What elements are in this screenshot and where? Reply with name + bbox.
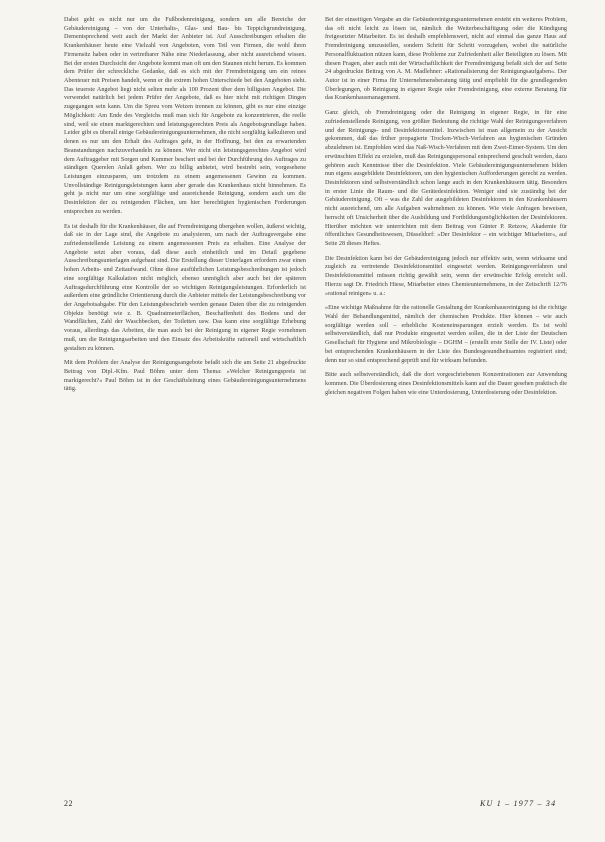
journal-reference: KU 1 – 1977 – 34	[480, 799, 557, 808]
paragraph: Bitte auch selbstverständlich, daß die dort vorgeschriebenen Konzentrationen zur Anwendung kommen. Die Überdosierung eines Desinfektionsmittels kann auf die Dauer gesehen praktisch die gleichen negativen Folgen haben wie eine Unterdosierung, Unterdosierung oder Desinfektion.	[325, 372, 567, 396]
page-number: 22	[64, 799, 73, 808]
left-column	[64, 16, 306, 394]
paragraph: Dabei geht es nicht nur um die Fußbodenreinigung, sondern um alle Bereiche der Gebäudereinigung – von der Unterhalts-, Glas- und Bau- bis Teppichgrundreinigung. Dementsprechend weit auch der Markt der Anbieter ist. Auf Ausschreibungen erhalten die Krankenhäuser heute eine Vielzahl von Angeboten, vom Teil von Firmen, die wohl ihren Firmensitz haben oder in vertretbarer Nähe eine Niederlassung, aber nicht ausreichend wissen. Bei der ersten Durchsicht der Angebote kommt man oft um den Staunen nicht herum. Es kommen dem Prüfer der schreckliche Gedanke, daß es sich mit der Fremdreinigung um ein reines Abenteuer mit Preisen handelt, wenn er die extrem hohen Unterschiede bei den Angeboten sieht. Das teuerste Angebot liegt nicht selten mehr als 100 Prozent über dem billigsten Angebot. Die verwendet natürlich bei jedem Prüfer der Angebote, daß es hier nicht mit richtigen Dingen zugegangen sein kann. Um die Spreu vom Weizen trennen zu können, gibt es nur eine einzige Möglichkeit: Am Ende des Vergleichs muß man sich für Angebote zu konzentrieren, die reelle sind, weil sie einen marktgerechten und leistungsgerechten Preis als Angebotsgrundlage haben. Leider gibt es überall einige Gebäudereinigungsunternehmen, die nicht sorgfältig kalkulieren und denen es nur um den Erhalt des Auftrages geht, in der Hoffnung, bei den zu erwartenden Beanstandungen nachzuverhandeln zu können. Wer nicht ein leistungsgerechtes Angebot wird dem Auftraggeber mit Sorgen und Kummer beschert und bei der Durchführung des Auftrages zu ständigen Querelen Anlaß geben. Wer zu billig anbietet, wird bestrebt sein, vorgesehene Leistungen einzusparen, um trotzdem zu einem angemessenen Gewinn zu kommen. Unvollständige Reinigungsleistungen kann aber gerade das Krankenhaus nicht hinnehmen. Es geht ja nicht nur um eine sorgfältige und ausreichende Reinigung, sondern auch um die Desinfektion der zu reinigenden Flächen, um hier berechtigten hygienischen Forderungen entsprechen zu werden.	[64, 17, 306, 215]
right-column	[325, 16, 567, 397]
paragraph: Ganz gleich, ob Fremdreinigung oder die Reinigung in eigener Regie, in für eine zufriedenstellende Reinigung, von größter Bedeutung die richtige Wahl der Reinigungsverfahren und der Reinigungs- und Desinfektionsmittel. Inzwischen ist man allgemein zu der Ansicht gekommen, daß das früher propagierte Trocken-Wisch-Verfahren aus hygienischen Gründen abzulehnen ist. Empfohlen wird das Naß-Wisch-Verfahren mit dem Zwei-Eimer-System. Um den erwünschten Effekt zu erzielen, muß das Reinigungspersonal entsprechend geschult werden, dazu gehören auch Kenntnisse über die Desinfektion. Viele Gebäudereinigungsunternehmen bilden nun eigens ausgebildete Desinfektoren, um den hygienischen Aufforderungen gerecht zu werden. Desinfektoren sind selbstverständlich schon lange auch in den Krankenhäusern tätig. Besonders in erster Linie die Raum- und die Gerätedesinfektion. Weniger sind sie zuständig bei der Gebäudereinigung. Oft – was die Zahl der ausgebildeten Desinfektoren in den Krankenhäusern nicht ausreichend, um alle Aufgaben wahrnehmen zu können. Wie viele Anfragen beweisen, herrscht oft Unsicherheit über die Ausbildung und Fortbildungsmöglichkeiten der Desinfektoren. Hierüber möchten wir unterrichten mit dem Beitrag von Günter P. Retzow, Akademie für öffentliches Gesundheitswesen, Düsseldorf: »Der Desinfektor – ein wichtiger Mitarbeiter«, auf Seite 28 dieses Heftes.	[325, 110, 567, 247]
paragraph: Mit dem Problem der Analyse der Reinigungsangebote befaßt sich die am Seite 21 abgedruckte Beitrag von Dipl.-Kfm. Paul Böhm unter dem Thema: »Welcher Reinigungspreis ist marktgerecht?« Paul Böhm ist in der Geschäftsleitung eines Gebäudereinigungsunternehmens tätig.	[64, 360, 306, 393]
paragraph: Die Desinfektion kann bei der Gebäudereinigung jedoch nur effektiv sein, wenn wirksame und zugleich zu vertretende Desinfektionsmittel eingesetzt werden. Reinigungsverfahren und Desinfektionsmittel müssen richtig gewählt sein, wenn der erwünschte Erfolg erreicht soll. Hierzu sagt Dr. Friedrich Hiese, Mitarbeiter eines Chemieunternehmens, in der Zeitschrift 12/76 »rational reinigen« u. a.:	[325, 255, 567, 297]
paragraph: »Eine wichtige Maßnahme für die rationelle Gestaltung der Krankenhausreinigung ist die richtige Wahl der Behandlungsmittel, nämlich der chemischen Produkte. Hier können – wie auch sorgfältige werden soll – erhebliche Kosteneinsparungen erzielt werden. Es ist wohl selbstverständlich, daß nur Produkte eingesetzt werden sollen, die in der Liste der Deutschen Gesellschaft für Hygiene und Mikrobiologie – DGHM – (erstellt erste Stelle der IV. Liste) oder bei entsprechenden Krankenhäusern in der Liste des Bundesgesundheitsamtes registriert sind; denn nur so sind entsprechend geprüft und für wirksam befunden.	[325, 305, 567, 364]
paragraph: Es ist deshalb für die Krankenhäuser, die auf Fremdreinigung übergehen wollen, äußerst wichtig, daß sie in der Lage sind, die Angebote zu analysieren, um nach der Auftragsvergabe eine zufriedenstellende Leistung zu einem angemessenen Preis zu erhalten. Eine Analyse der Angebote setzt aber voraus, daß diese auch einheitlich und im Detail gegebene Ausschreibungsunterlagen aufgebaut sind. Die Erstellung dieser Unterlagen erfordern zwar einen hohen Arbeits- und Zeitaufwand. Ohne diese ausführlichen Leistungsbeschreibungen ist jedoch eine sorgfältige Kalkulation nicht möglich, ebenso unmöglich aber auch bei der späteren Auftragsdurchführung eine Kontrolle der so wichtigen Reinigungsleistungen. Erforderlich ist außerdem eine gründliche Orientierung durch die Anbieter mittels der Leistungsbeschreibung vor der Angebotsabgabe. Für den Leistungsbeschrieb werden genaue Daten über die zu reinigenden Objekte benötigt wie z. B. Quadratmeterflächen, Beschaffenheit des Bodens und der Wandflächen, Zahl der Waschbecken, der Toiletten usw. Das kann eine sorgfältige Erhebung voraus, allerdings das Arbeiten, die man auch bei der Reinigung in eigener Regie vornehmen muß, um die Reinigungsarbeiten und den Einsatz des Arbeitskräfte rationell und wirtschaftlich gestalten zu können.	[64, 223, 306, 352]
paragraph: Bei der einseitigen Vergabe an die Gebäudereinigungsunternehmen ersteht ein weiteres Problem, das oft nicht leicht zu lösen ist, nämlich die Weiterbeschäftigung oder die Kündigung freigesetzter Mitarbeiter. Es ist deshalb empfehlenswert, nicht auf einmal das ganze Haus auf Fremdreinigung umzustellen, sondern Schritt für Schritt vorzugehen, wobei die natürliche Personalfluktuation nützen kann, diese Probleme zur Zufriedenheit aller Beteiligten zu lösen. Mit diesen Fragen, aber auch mit der Wirtschaftlichkeit der Fremdreinigung befaßt sich der auf Seite 24 abgedruckte Beitrag von A. M. Madlehner: »Rationalisierung der Reinigungsaufgaben«. Der Autor ist in einer Firma für Unternehmensberatung tätig und empfiehlt für die grundlegenden Überlegungen, ob Reinigung in eigener Regie oder Fremdreinigung, eine externe Beratung für das Krankenhausmanagement.	[325, 17, 567, 102]
